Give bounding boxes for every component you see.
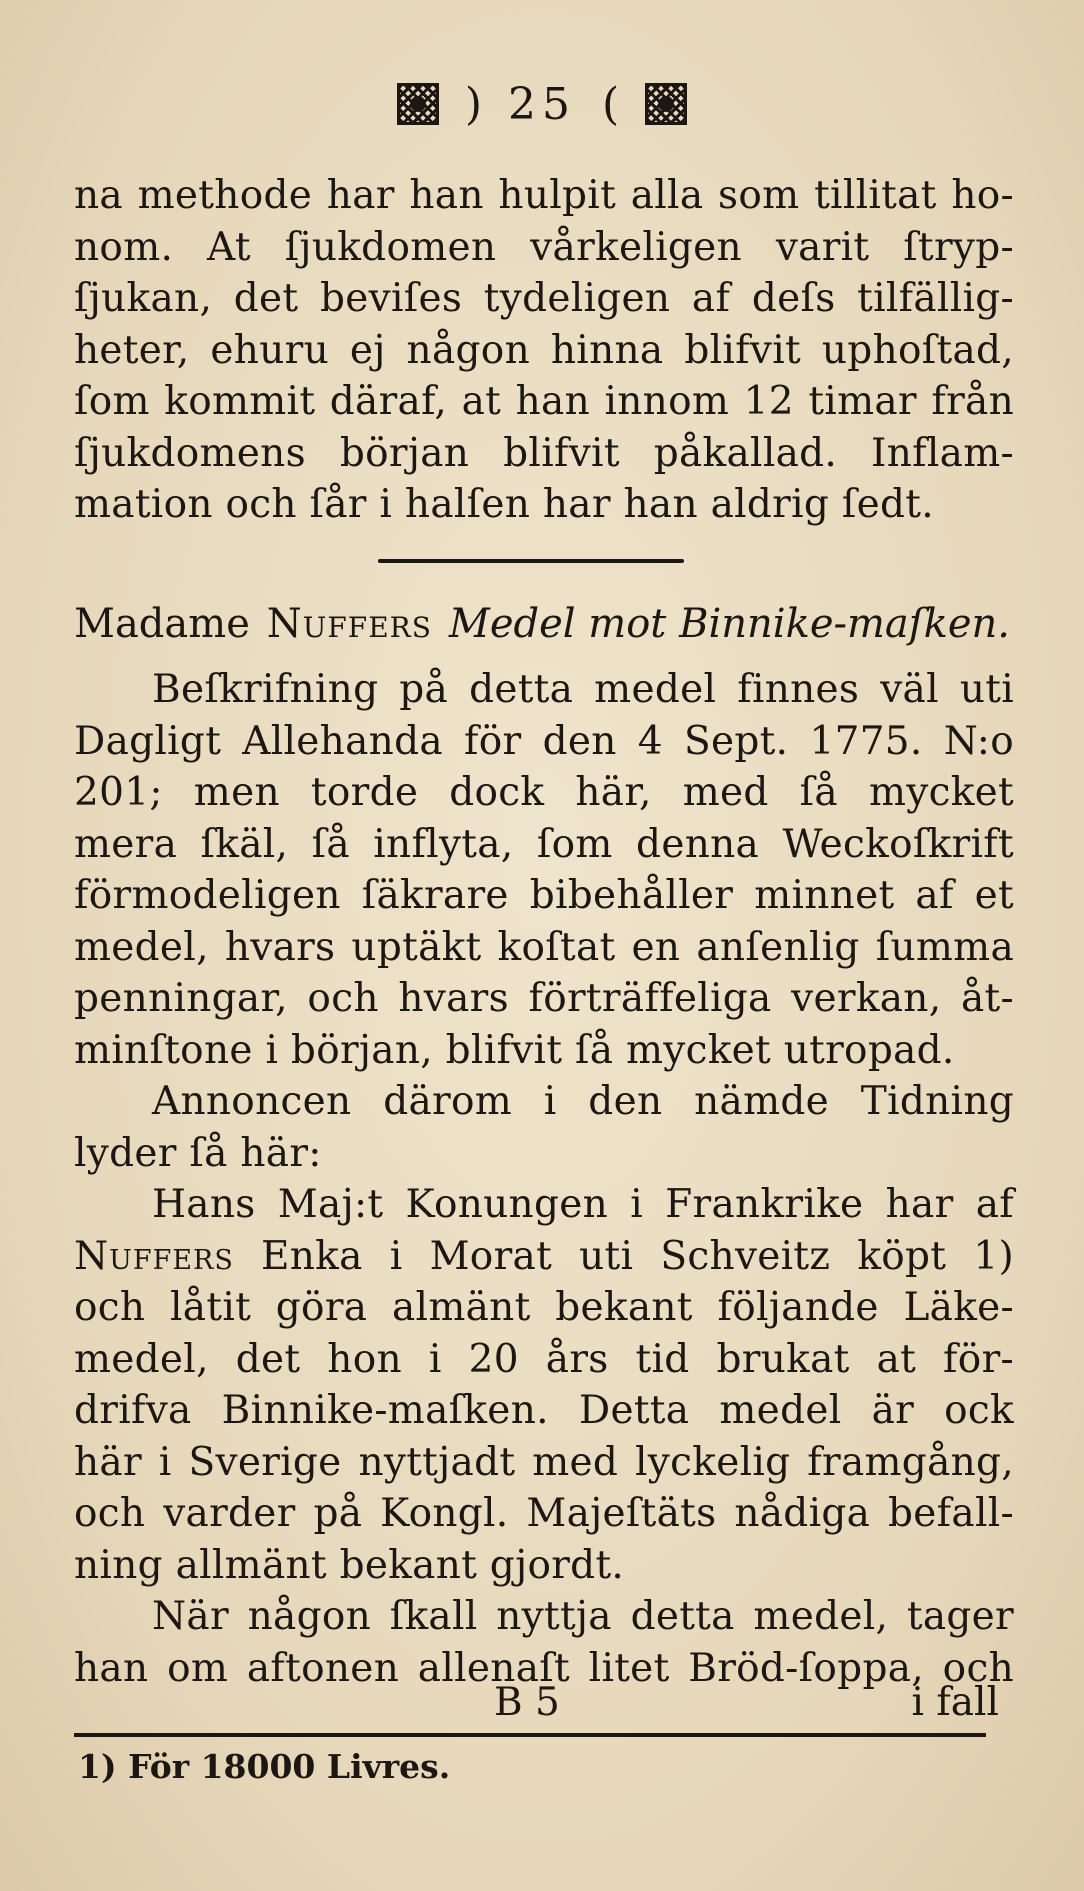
text-fragment: Enka i Morat uti Schveitz köpt 1) bbox=[233, 1233, 1014, 1279]
text-line: och låtit göra almänt bekant följande Läke- bbox=[74, 1285, 1014, 1330]
heading-title: Medel mot Binnike-maſken. bbox=[448, 601, 1010, 647]
text-line: penningar, och hvars förträffeliga verkan, åt- bbox=[74, 976, 1014, 1021]
text-line: medel, hvars uptäkt koſtat en anſenlig ſumma bbox=[74, 924, 1014, 970]
footnote: 1) För 18000 Livres. bbox=[78, 1747, 451, 1786]
text-line: medel, det hon i 20 års tid brukat at för- bbox=[74, 1336, 1014, 1382]
text-line: ſom kommit däraf, at han innom 12 timar från bbox=[74, 379, 1014, 424]
page-header bbox=[0, 74, 1084, 134]
text-line: ning allmänt bekant gjordt. bbox=[74, 1542, 625, 1588]
page-number: 25 bbox=[508, 78, 576, 130]
left-ornament-icon bbox=[397, 83, 439, 125]
text-line: Beſkrifning på detta medel finnes väl uti bbox=[152, 667, 1014, 712]
catchword: i fall bbox=[911, 1680, 999, 1725]
header-paren-left: ) bbox=[464, 78, 482, 130]
text-line: mation och ſår i halſen har han aldrig ſedt. bbox=[74, 482, 934, 527]
text-line: mera ſkäl, ſå inflyta, ſom denna Weckoſkrift bbox=[74, 821, 1014, 867]
text-line: heter, ehuru ej någon hinna blifvit uphoſtad, bbox=[74, 327, 1014, 373]
name-smallcaps: Nuffers bbox=[74, 1233, 234, 1279]
header-paren-right: ( bbox=[602, 78, 620, 130]
text-line: lyder ſå här: bbox=[74, 1130, 322, 1176]
paragraph-description bbox=[74, 664, 1014, 1694]
text-line: ſjukan, det beviſes tydeligen af deſs tilfällig- bbox=[74, 276, 1014, 321]
text-line: Annoncen därom i den nämde Tidning bbox=[152, 1079, 1014, 1124]
text-line: han om aftonen allenaſt litet Bröd-ſoppa, och bbox=[74, 1645, 1014, 1691]
text-line: och varder på Kongl. Majeſtäts nådiga befall- bbox=[74, 1491, 1014, 1536]
text-line: na methode har han hulpit alla som tillitat ho- bbox=[74, 173, 1014, 218]
text-line: Dagligt Allehanda för den 4 Sept. 1775. N:o bbox=[74, 718, 1014, 764]
text-line: drifva Binnike-maſken. Detta medel är ock bbox=[74, 1388, 1014, 1433]
right-ornament-icon bbox=[645, 83, 687, 125]
text-line: minſtone i början, blifvit ſå mycket utropad. bbox=[74, 1027, 955, 1073]
catchline bbox=[74, 1678, 999, 1728]
signature-mark: B 5 bbox=[494, 1680, 560, 1725]
paragraph-continued bbox=[74, 170, 1014, 531]
heading-name: Nuffers bbox=[266, 601, 432, 647]
heading-prefix: Madame bbox=[74, 601, 250, 647]
section-heading bbox=[74, 598, 1010, 650]
section-divider bbox=[378, 559, 684, 563]
text-line: nom. At ſjukdomen vårkeligen varit ſtryp- bbox=[74, 224, 1014, 270]
footnote-rule bbox=[74, 1733, 986, 1737]
text-line bbox=[74, 1231, 1014, 1283]
text-line: förmodeligen ſäkrare bibehåller minnet af et bbox=[74, 873, 1014, 918]
text-line: Hans Maj:t Konungen i Frankrike har af bbox=[152, 1182, 1014, 1227]
text-line: När någon ſkall nyttja detta medel, tager bbox=[152, 1594, 1014, 1639]
text-line: här i Sverige nyttjadt med lyckelig framgång, bbox=[74, 1439, 1014, 1485]
text-line: ſjukdomens början blifvit påkallad. Inflam- bbox=[74, 430, 1014, 476]
text-line: 201; men torde dock här, med ſå mycket bbox=[74, 770, 1014, 815]
